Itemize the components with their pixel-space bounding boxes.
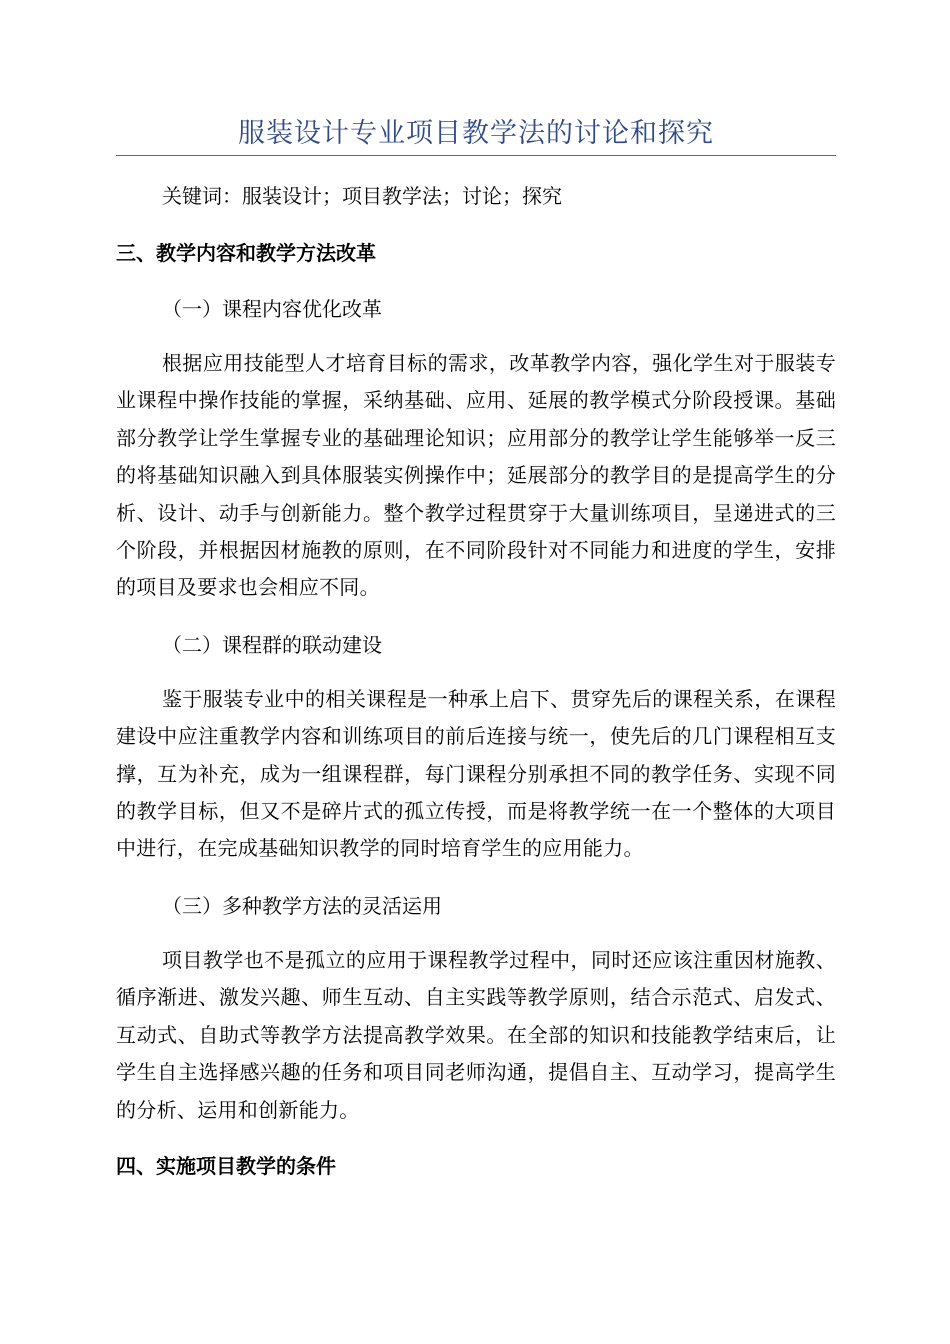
document-page <box>116 0 836 1183</box>
subsection-heading-2: （二）课程群的联动建设 <box>162 632 382 657</box>
keywords-line: 关键词：服装设计；项目教学法；讨论；探究 <box>162 184 562 208</box>
paragraph-teaching-methods: 项目教学也不是孤立的应用于课程教学过程中，同时还应该注重因材施教、循序渐进、激发兴趣、师生互动、自主实践等教学原则，结合示范式、启发式、互动式、自助式等教学方法提高教学效果。在全部的知识和技能教学结束后，让学生自主选择感兴趣的任务和项目同老师沟通，提倡自主、互动学习，提高学生的分析、运用和创新能力。 <box>116 947 836 1122</box>
subsection-heading-1: （一）课程内容优化改革 <box>162 297 382 321</box>
paragraph-course-content: 根据应用技能型人才培育目标的需求，改革教学内容，强化学生对于服装专业课程中操作技能的掌握，采纳基础、应用、延展的教学模式分阶段授课。基础部分教学让学生掌握专业的基础理论知识；应用部分的教学让学生能够举一反三的将基础知识融入到具体服装实例操作中；延展部分的教学目的是提高学生的分析、设计、动手与创新能力。整个教学过程贯穿于大量训练项目，呈递进式的三个阶段，并根据因材施教的原则，在不同阶段针对不同能力和进度的学生，安排的项目及要求也会相应不同。 <box>116 351 836 600</box>
document-title: 服装设计专业项目教学法的讨论和探究 <box>238 118 714 149</box>
subsection-heading-3: （三）多种教学方法的灵活运用 <box>162 893 442 918</box>
section-heading-3: 三、教学内容和教学方法改革 <box>116 241 376 265</box>
title-underline <box>116 155 836 156</box>
paragraph-course-group: 鉴于服装专业中的相关课程是一种承上启下、贯穿先后的课程关系，在课程建设中应注重教学内容和训练项目的前后连接与统一，使先后的几门课程相互支撑，互为补充，成为一组课程群，每门课程分别承担不同的教学任务、实现不同的教学目标，但又不是碎片式的孤立传授，而是将教学统一在一个整体的大项目中进行，在完成基础知识教学的同时培育学生的应用能力。 <box>116 686 836 861</box>
section-heading-4: 四、实施项目教学的条件 <box>116 1153 336 1178</box>
